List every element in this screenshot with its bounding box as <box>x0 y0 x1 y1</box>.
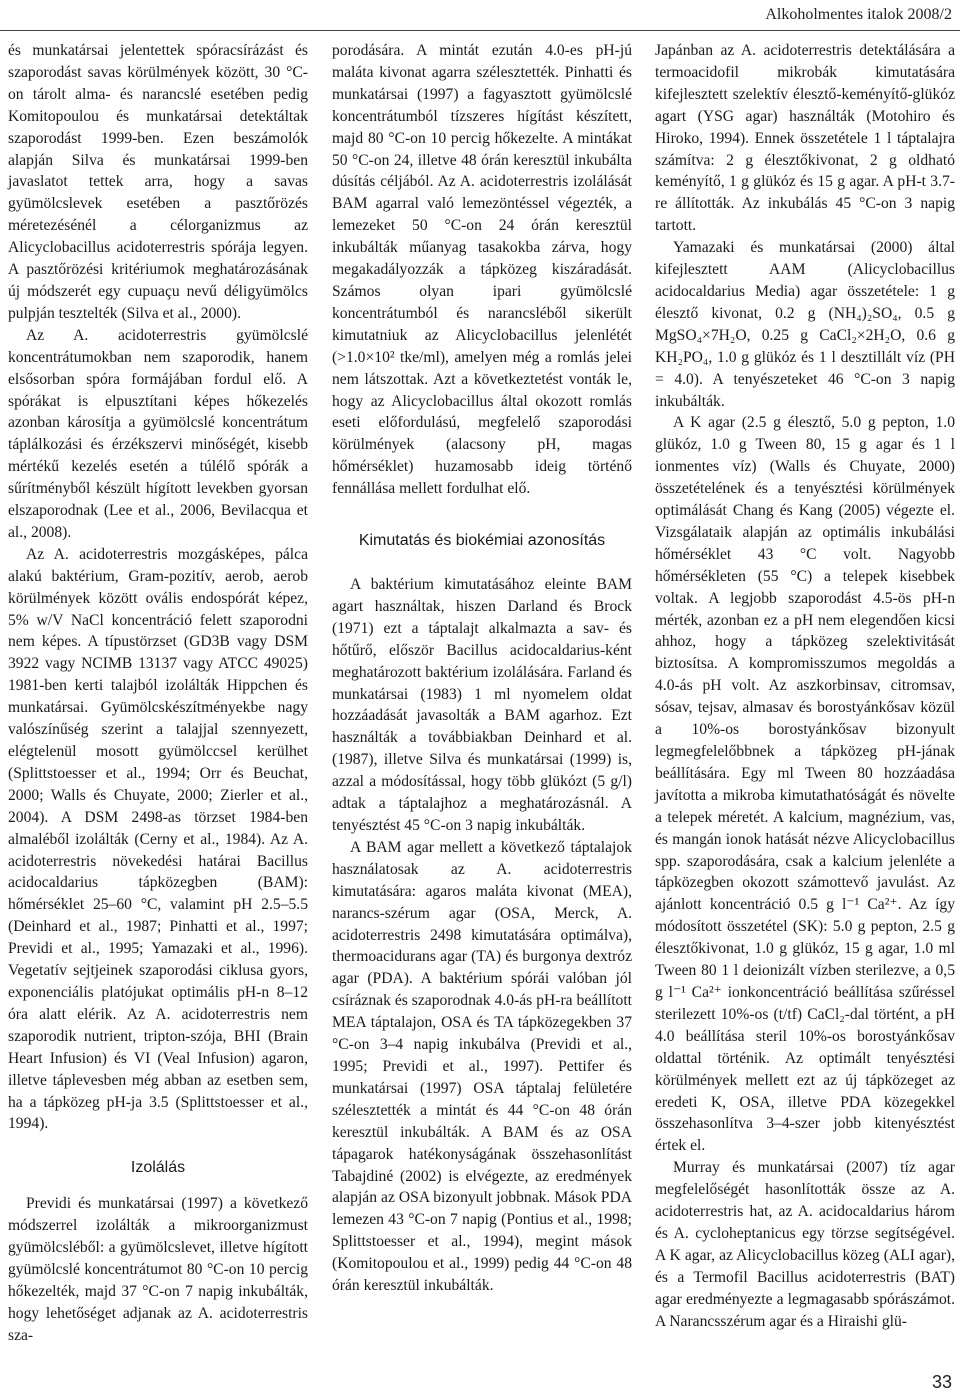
header-divider <box>0 30 960 31</box>
paragraph: Az A. acidoterrestris mozgásképes, pálca alakú baktérium, Gram-pozitív, aerob, aerob körülmények között ovális endospórát képez, 5% w/V NaCl koncentráció felett szaporodni nem képes. A típustörzset (GD3B vagy DSM 3922 vagy NCIMB 13137 vagy ATCC 49025) 1981-ben kerti talajból izolálták Hippchen és munkatársai. Gyümölcskészítményekbe nagy valószínűség szerint a talajjal szennyezett, elégtelenül mosott gyümölccsel kerülhet (Splittstoesser et al., 1994; Orr és Beuchat, 2000; Walls és Chuyate, 2000; Zierler et al., 2004). A DSM 2498-as törzset 1984-ben almaléből izolálták (Cerny et al., 1984). Az A. acidoterrestris növekedési határai Bacillus acidocaldarius tápközegben (BAM): hőmérséklet 25–60 °C, valamint pH 2.5–5.5 (Deinhard et al., 1987; Pinhatti et al., 1997; Previdi et al., 1995; Yamazaki et al., 1996). Vegetatív sejtjeinek szaporodási ciklusa gyors, exponenciális platójukat optimális pH-n 8–12 óra alatt elérik. Az A. acidoterrestris nem szaporodik nutrient, tripton-szója, BHI (Brain Heart Infusion) és VI (Veal Infusion) agaron, illetve táplevesben még abban az esetben sem, ha a tápközeg pH-ja 3.5 (Splittstoesser et al., 1994). <box>8 545 308 1133</box>
text-column-1 <box>8 40 308 1347</box>
paragraph: Murray és munkatársai (2007) tíz agar megfelelőségét hasonlították össze az A. acidoterrestris hat, az A. acidocaldarius három és A. cycloheptanicus egy törzse segítségével. A K agar, az Alicyclobacillus közeg (ALI agar), és a Termofil Bacillus acidoterrestris (BAT) agar eredményezte a legmagasabb spórászámot. A Narancsszérum agar és a Hiraishi glü- <box>655 1159 955 1330</box>
paragraph: A BAM agar mellett a következő táptalajok használatosak az A. acidoterrestris kimutatására: agaros maláta kivonat (MEA), narancs-szérum agar (OSA, Merck, A. acidoterrestris 2498 kimutatására optimálva), thermoacidurans agar (TA) és burgonya dextróz agar (PDA). A baktérium spórái valóban jól csíráznak és szaporodnak 4.0-ás pH-ra beállított MEA táptalajon, OSA és TA tápközegekben 37 °C-on 3–4 napig inkubálva (Previdi et al., 1995; Previdi et al., 1997). Pettifer és munkatársai (1997) OSA táptalaj felületére szélesztették a mintát és 44 °C-on 48 órán keresztül inkubálták. A BAM és az OSA tápagarok hatékonyságának összehasonlítást Tabajdiné (2002) is elvégezte, az eredmények alapján az OSA bizonyult jobbnak. Mások PDA lemezen 43 °C-on 7 napig (Pontius et al., 1998; Splittstoesser et al., 1994), megint mások (Komitopoulou et al., 1999) pedig 44 °C-on 48 órán keresztül inkubálták. <box>332 838 632 1295</box>
paragraph: Yamazaki és munkatársai (2000) által kifejlesztett AAM (Alicyclobacillus acidocaldarius Media) agar összetétele: 1 g élesztő kivonat, 0.2 g (NH₄)₂SO₄, 0.5 g MgSO₄×7H₂O, 0.25 g CaCl₂×2H₂O, 0.6 g KH₂PO₄, 1.0 g glükóz és 1 l desztillált víz (PH = 4.0). A tenyészeteket 46 °C-on 3 napig inkubálták. <box>655 239 955 410</box>
paragraph: Az A. acidoterrestris gyümölcslé koncentrátumokban nem szaporodik, hanem elsősorban spóra formájában fordul elő. A spórákat is elpusztítani képes hőkezelés azonban károsítja a gyümölcslé koncentrátum táplálkozási és érzékszervi minőségét, kisebb mértékű kezelés esetén a túlélő spórák a sűrítményből készült hígított levekben gyorsan elszaporodnak (Lee et al., 2006, Bevilacqua et al., 2008). <box>8 326 308 541</box>
section-heading-isolation: Izolálás <box>130 1159 186 1177</box>
paragraph: porodására. A mintát ezután 4.0-es pH-jú maláta kivonat agarra szélesztették. Pinhatti és munkatársai (1997) a fagyasztott gyümölcslé koncentrátumból tízszeres hígítást készített, majd 80 °C-on 10 percig hőkezelte. A mintákat 50 °C-on 24, illetve 48 órán keresztül inkubálta dúsítás céljából. Az A. acidoterrestris izolálását BAM agarral való lemezöntéssel végezték, a lemezeket 50 °C-on 24 órán keresztül inkubálták műanyag tasakokba zárva, hogy megakadályozzák a tápközeg kiszáradását. Számos olyan ipari gyümölcslé koncentrátumból és narancsléből sikerült kimutatniuk az Alicyclobacillus jelenlétét (>1.0×10² tke/ml), amelyen még a romlás jelei nem látszottak. Azt a következtetést vonták le, hogy az Alicyclobacillus által okozott romlás eseti előfordulású, megfelelő szaporodási körülmények (alacsony pH, magas hőmérséklet) huzamosabb ideig történő fennállása mellett fordulhat elő. <box>332 42 632 498</box>
running-header-title: Alkoholmentes italok 2008/2 <box>765 6 952 23</box>
text-column-3 <box>655 40 955 1332</box>
text-column-2 <box>332 40 632 1297</box>
paragraph: A K agar (2.5 g élesztő, 5.0 g pepton, 1.0 glükóz, 1.0 g Tween 80, 15 g agar és 1 l ionmentes víz) (Walls és Chuyate, 2000) összetételének és a tenyésztési körülmények optimálását Chang és Kang (2005) végezte el. Vizsgálataik alapján az optimális inkubálási hőmérséklet 43 °C volt. Nagyobb hőmérsékleten (55 °C) a telepek kisebbek voltak. A legjobb szaporodást 4.5-ös pH-n mérték, azonban ez a pH nem elegendően kicsi ahhoz, hogy a tápközeg szelektivitását biztosítsa. A kompromisszumos megoldás a 4.0-ás pH volt. Az aszkorbinsav, citromsav, sósav, tejsav, almasav és borostyánkősav közül a 10%-os borostyánkősav bizonyult legmegfelelőbbnek a tápközeg pH-jának beállítására. Egy ml Tween 80 hozzáadása javította a mikroba kimutathatóságát és növelte a telepek méretét. A kalcium, magnézium, vas, és mangán ionok hatását nézve Alicyclobacillus spp. szaporodására, csak a kalcium jelenléte a tápközegben okozott számottevő javulást. Az ajánlott koncentráció 0.5 g l⁻¹ Ca²⁺. Az így módosított összetétel (SK): 5.0 g pepton, 2.5 g élesztőkivonat, 1.0 g glükóz, 15 g agar, 1.0 ml Tween 80 1 l deionizált vízben sterilezve, a 0,5 g l⁻¹ Ca²⁺ ionkoncentráció beállítása szűréssel sterilezett 10%-os (t/tf) CaCl₂-dal történt, a pH 4.0 beállítása steril 10%-os borostyánkősav oldattal történik. Az optimált tenyésztési körülmények mellett ezt az új tápközeget az eredeti K, OSA, illetve PDA közegekkel összehasonlítva 3–4-szer jobb kitenyésztést értek el. <box>655 414 955 1155</box>
paragraph: és munkatársai jelentettek spóracsírázást és szaporodást savas körülmények között, 30 °C-on tárolt alma- és narancslé esetében pedig Komitopoulou és munkatársai detektáltak szaporodást 1999-ben. Ezen beszámolók alapján Silva és munkatársai 1999-ben javaslatot tettek arra, hogy a savas gyümölcslevek esetében a pasztőrözés méretezésénél a célorganizmus az Alicyclobacillus acidoterrestris spórája legyen. A pasztőrözési kritériumok meghatározásának új módszerét egy cupuaçu nevű déligyümölcs pulpján tesztelték (Silva et al., 2000). <box>8 42 308 322</box>
page-number: 33 <box>931 1372 952 1392</box>
section-heading-detection: Kimutatás és biokémiai azonosítás <box>358 532 606 550</box>
paragraph: Japánban az A. acidoterrestris detektálására a termoacidofil mikrobák kimutatására kifejlesztett szelektív élesztő-keményítő-glükóz agart (YSG agar) használták (Motohiro és Hiroko, 1994). Ennek összetétele 1 l táptalajra számítva: 2 g élesztőkivonat, 2 g oldható keményítő, 1 g glükóz és 15 g agar. A pH-t 3.7-re állították. Az inkubálás 45 °C-on 3 napig tartott. <box>655 42 955 235</box>
paragraph: Previdi és munkatársai (1997) a következő módszerrel izolálták a mikroorganizmust gyümölcsléből: a gyümölcslevet, illetve hígított gyümölcslé koncentrátumot 80 °C-on 10 percig hőkezelték, majd 37 °C-on 7 napig inkubálták, hogy lehetőséget adjanak az A. acidoterrestris sza- <box>8 1195 308 1344</box>
paragraph: A baktérium kimutatásához eleinte BAM agart használtak, hiszen Darland és Brock (1971) ezt a táptalajt alkalmazta a sav- és hőtűrő, először Bacillus acidocaldarius-ként meghatározott baktérium izolálására. Farland és munkatársai (1983) 1 ml nyomelem oldat hozzáadását javasolták a BAM agarhoz. Ezt használták a továbbiakban Deinhard et al. (1987), illetve Silva és munkatársai (1999) is, azzal a módosítással, hogy több glükózt (5 g/l) adtak a táptalajhoz a meghatározásnál. A tenyésztést 45 °C-on 3 napig inkubálták. <box>332 576 632 834</box>
